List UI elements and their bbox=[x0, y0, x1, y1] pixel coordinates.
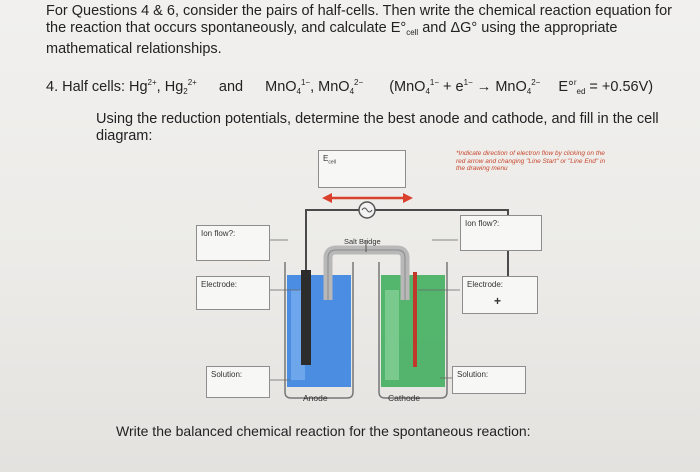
ion-flow-left-label: Ion flow?: bbox=[201, 229, 236, 238]
instructions-text: Using the reduction potentials, determine the best anode and cathode, and fill in the cell diagram: bbox=[96, 111, 659, 144]
ecell-label: E bbox=[323, 154, 329, 163]
q4-e-label: E° bbox=[558, 79, 574, 95]
q4-mno4b-charge: 2− bbox=[354, 78, 364, 87]
q4-and: and bbox=[218, 79, 244, 95]
q4-rxn-arrow: → bbox=[472, 79, 496, 95]
q4-hg-charge: 2+ bbox=[147, 78, 157, 87]
ecell-box[interactable] bbox=[318, 150, 406, 188]
q4-prefix: 4. Half cells: Hg bbox=[46, 79, 148, 95]
electrode-left-box[interactable] bbox=[196, 276, 270, 310]
electron-flow-arrowhead-right bbox=[403, 193, 413, 203]
ion-flow-right-box[interactable] bbox=[460, 215, 542, 251]
solution-left-box[interactable] bbox=[206, 366, 270, 398]
cathode-label: Cathode bbox=[388, 393, 421, 403]
q4-rxn-prod: MnO bbox=[495, 79, 527, 95]
q4-e-value: = +0.56V) bbox=[585, 79, 654, 95]
q4-rxn-charge2: 2− bbox=[531, 78, 541, 87]
plus-cursor-icon: + bbox=[494, 294, 502, 308]
electron-flow-arrowhead-left bbox=[322, 193, 332, 203]
q4-mno4a-sub: 4 bbox=[296, 87, 301, 96]
q4-rxn-charge1: 1− bbox=[429, 78, 440, 87]
electrode-left-label: Electrode: bbox=[201, 280, 238, 289]
intro-text-b: and ΔG° using the appropriate mathematical relationships. bbox=[46, 20, 618, 57]
q4-hg2-sub: 2 bbox=[183, 87, 188, 96]
q4-rxn-open: (MnO bbox=[389, 79, 426, 95]
q4-e-sub: ed bbox=[576, 87, 586, 96]
q4-e-sup: r bbox=[573, 78, 577, 87]
electrode-right-label: Electrode: bbox=[467, 280, 504, 289]
q4-mno4b: , MnO bbox=[310, 79, 350, 95]
q4-rxn-sub1: 4 bbox=[425, 87, 430, 96]
ecell-sub: cell bbox=[328, 159, 336, 166]
ion-flow-left-box[interactable] bbox=[196, 225, 270, 261]
solution-left-label: Solution: bbox=[211, 370, 243, 379]
q4-rxn-sub2: 4 bbox=[526, 87, 532, 96]
electron-flow-note: *Indicate direction of electron flow by clicking on the red arrow and changing "Line Start" or "Line End" in the drawing menu bbox=[456, 150, 606, 172]
salt-bridge-label: Salt Bridge bbox=[344, 237, 381, 246]
right-electrode bbox=[413, 272, 417, 367]
q4-mno4a: MnO bbox=[265, 79, 297, 95]
intro-text-a: For Questions 4 & 6, consider the pairs of half-cells. Then write the chemical reaction equation for the reaction that occurs spontaneously, and calculate E° bbox=[46, 3, 672, 36]
solution-right-label: Solution: bbox=[457, 370, 489, 379]
q4-mno4b-sub: 4 bbox=[349, 87, 355, 96]
left-electrode bbox=[301, 270, 311, 365]
right-beaker-highlight bbox=[385, 290, 399, 380]
q4-rxn-mid: + e bbox=[439, 79, 464, 95]
final-prompt: Write the balanced chemical reaction for the spontaneous reaction: bbox=[116, 423, 531, 439]
q4-hg2-charge: 2+ bbox=[187, 78, 197, 87]
intro-cell-sub: cell bbox=[406, 28, 419, 37]
q4-hg2: , Hg bbox=[156, 79, 184, 95]
anode-label: Anode bbox=[303, 393, 328, 403]
ion-flow-right-label: Ion flow?: bbox=[465, 219, 500, 228]
q4-rxn-e-charge: 1− bbox=[463, 78, 473, 87]
q4-mno4a-charge: 1− bbox=[300, 78, 311, 87]
solution-right-box[interactable] bbox=[452, 366, 526, 394]
